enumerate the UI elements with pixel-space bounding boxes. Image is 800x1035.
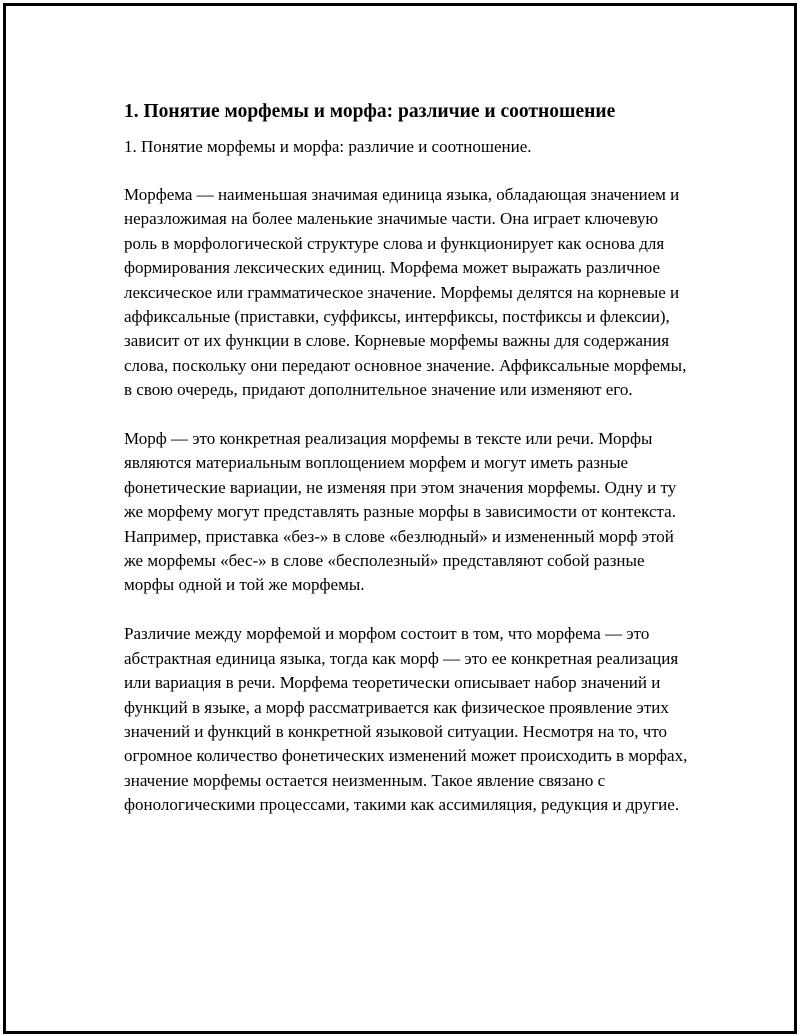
document-subtitle: 1. Понятие морфемы и морфа: различие и соотношение.	[124, 137, 532, 156]
document-body	[124, 100, 694, 818]
document-title: 1. Понятие морфемы и морфа: различие и соотношение	[124, 101, 616, 122]
paragraph-morph: Морф — это конкретная реализация морфемы в тексте или речи. Морфы являются материальным воплощением морфем и могут иметь разные фонетические вариации, не изменяя при этом значения морфемы. Одну и ту же морфему могут представлять разные морфы в зависимости от контекста. Например, приставка «без-» в слове «безлюдный» и измененный морф этой же морфемы «бес-» в слове «бесполезный» представляют собой разные морфы одной и той же морфемы.	[124, 429, 677, 595]
paragraph-difference: Различие между морфемой и морфом состоит в том, что морфема — это абстрактная единица языка, тогда как морф — это ее конкретная реализация или вариация в речи. Морфема теоретически описывает набор значений и функций в языке, а морф рассматривается как физическое проявление этих значений и функций в конкретной языковой ситуации. Несмотря на то, что огромное количество фонетических изменений может происходить в морфах, значение морфемы остается неизменным. Такое явление связано с фонологическими процессами, такими как ассимиляция, редукция и другие.	[124, 624, 688, 815]
paragraph-morpheme: Морфема — наименьшая значимая единица языка, обладающая значением и неразложимая на более маленькие значимые части. Она играет ключевую роль в морфологической структуре слова и функционирует как основа для формирования лексических единиц. Морфема может выражать различное лексическое или грамматическое значение. Морфемы делятся на корневые и аффиксальные (приставки, суффиксы, интерфиксы, постфиксы и флексии), зависит от их функции в слове. Корневые морфемы важны для содержания слова, поскольку они передают основное значение. Аффиксальные морфемы, в свою очередь, придают дополнительное значение или изменяют его.	[124, 185, 687, 400]
page-border	[3, 3, 797, 1034]
